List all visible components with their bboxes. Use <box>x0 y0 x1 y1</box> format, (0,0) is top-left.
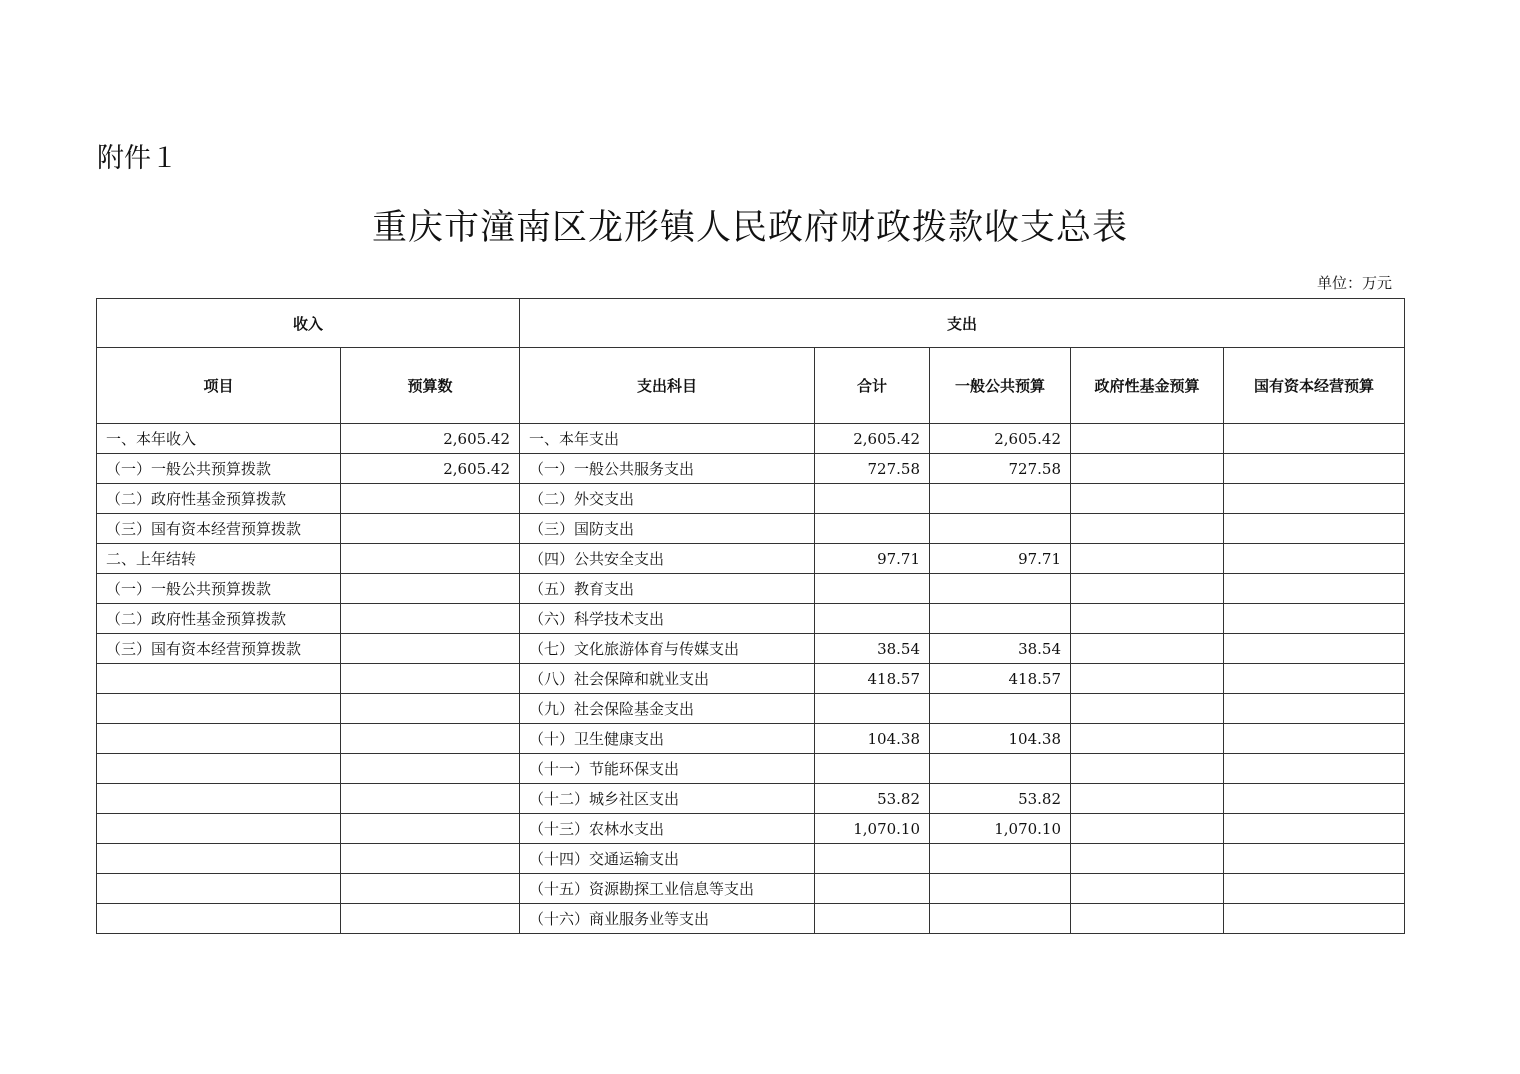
exp-item-cell: （一）一般公共服务支出 <box>520 454 815 484</box>
total-cell: 97.71 <box>815 544 930 574</box>
income-amount-cell <box>341 634 520 664</box>
exp-item-cell: （五）教育支出 <box>520 574 815 604</box>
gov-fund-cell <box>1071 694 1224 724</box>
income-item-cell <box>97 694 341 724</box>
table-row <box>97 664 1405 694</box>
income-amount-cell <box>341 724 520 754</box>
general-public-cell <box>930 754 1071 784</box>
table-row <box>97 634 1405 664</box>
income-item-cell: 二、上年结转 <box>97 544 341 574</box>
state-capital-cell <box>1224 814 1405 844</box>
total-cell <box>815 604 930 634</box>
gov-fund-cell <box>1071 724 1224 754</box>
total-cell: 727.58 <box>815 454 930 484</box>
total-cell <box>815 754 930 784</box>
header-row-group <box>97 299 1405 348</box>
income-amount-cell <box>341 694 520 724</box>
budget-table <box>96 298 1405 934</box>
gov-fund-cell <box>1071 664 1224 694</box>
total-header: 合计 <box>815 348 930 424</box>
total-cell: 2,605.42 <box>815 424 930 454</box>
exp-item-cell: （十五）资源勘探工业信息等支出 <box>520 874 815 904</box>
income-amount-cell: 2,605.42 <box>341 424 520 454</box>
exp-item-cell: （十二）城乡社区支出 <box>520 784 815 814</box>
general-public-cell <box>930 904 1071 934</box>
exp-item-cell: （十四）交通运输支出 <box>520 844 815 874</box>
gov-fund-cell <box>1071 454 1224 484</box>
table-row <box>97 514 1405 544</box>
general-public-cell <box>930 694 1071 724</box>
gov-fund-cell <box>1071 634 1224 664</box>
header-row-columns <box>97 348 1405 424</box>
general-public-cell <box>930 574 1071 604</box>
income-amount-cell <box>341 664 520 694</box>
total-cell <box>815 904 930 934</box>
exp-item-cell: （三）国防支出 <box>520 514 815 544</box>
gov-fund-cell <box>1071 424 1224 454</box>
gov-fund-header: 政府性基金预算 <box>1071 348 1224 424</box>
general-public-cell: 2,605.42 <box>930 424 1071 454</box>
budget-header: 预算数 <box>341 348 520 424</box>
table-row <box>97 604 1405 634</box>
exp-item-cell: （二）外交支出 <box>520 484 815 514</box>
unit-label: 单位：万元 <box>1316 274 1392 292</box>
exp-item-cell: （九）社会保险基金支出 <box>520 694 815 724</box>
table-row <box>97 424 1405 454</box>
item-header: 项目 <box>97 348 341 424</box>
income-item-cell: 一、本年收入 <box>97 424 341 454</box>
general-public-cell <box>930 484 1071 514</box>
state-capital-cell <box>1224 874 1405 904</box>
table-row <box>97 814 1405 844</box>
gov-fund-cell <box>1071 514 1224 544</box>
general-public-cell: 418.57 <box>930 664 1071 694</box>
exp-item-cell: （十三）农林水支出 <box>520 814 815 844</box>
exp-item-cell: （十一）节能环保支出 <box>520 754 815 784</box>
table-row <box>97 844 1405 874</box>
state-capital-cell <box>1224 634 1405 664</box>
income-item-cell <box>97 724 341 754</box>
total-cell <box>815 574 930 604</box>
income-item-cell <box>97 664 341 694</box>
state-capital-cell <box>1224 454 1405 484</box>
state-capital-cell <box>1224 844 1405 874</box>
income-item-cell <box>97 844 341 874</box>
exp-item-cell: （十）卫生健康支出 <box>520 724 815 754</box>
table-row <box>97 904 1405 934</box>
income-amount-cell: 2,605.42 <box>341 454 520 484</box>
gov-fund-cell <box>1071 874 1224 904</box>
income-amount-cell <box>341 814 520 844</box>
state-capital-cell <box>1224 484 1405 514</box>
page-title: 重庆市潼南区龙形镇人民政府财政拨款收支总表 <box>371 208 1128 248</box>
table-body <box>97 424 1405 934</box>
general-public-cell: 38.54 <box>930 634 1071 664</box>
exp-item-cell: （七）文化旅游体育与传媒支出 <box>520 634 815 664</box>
income-amount-cell <box>341 604 520 634</box>
table-row <box>97 754 1405 784</box>
state-capital-cell <box>1224 514 1405 544</box>
income-amount-cell <box>341 754 520 784</box>
general-public-header: 一般公共预算 <box>930 348 1071 424</box>
total-cell: 418.57 <box>815 664 930 694</box>
income-amount-cell <box>341 844 520 874</box>
state-capital-cell <box>1224 544 1405 574</box>
total-cell: 1,070.10 <box>815 814 930 844</box>
state-capital-cell <box>1224 574 1405 604</box>
general-public-cell: 1,070.10 <box>930 814 1071 844</box>
gov-fund-cell <box>1071 754 1224 784</box>
income-amount-cell <box>341 484 520 514</box>
general-public-cell: 97.71 <box>930 544 1071 574</box>
income-header: 收入 <box>97 299 520 348</box>
table-row <box>97 574 1405 604</box>
income-item-cell: （二）政府性基金预算拨款 <box>97 604 341 634</box>
income-amount-cell <box>341 904 520 934</box>
income-item-cell: （一）一般公共预算拨款 <box>97 574 341 604</box>
general-public-cell <box>930 874 1071 904</box>
state-capital-cell <box>1224 724 1405 754</box>
income-item-cell <box>97 874 341 904</box>
income-item-cell <box>97 784 341 814</box>
income-item-cell <box>97 754 341 784</box>
total-cell <box>815 694 930 724</box>
table-row <box>97 874 1405 904</box>
table-row <box>97 484 1405 514</box>
exp-item-cell: 一、本年支出 <box>520 424 815 454</box>
general-public-cell: 53.82 <box>930 784 1071 814</box>
attachment-label: 附件１ <box>97 143 178 174</box>
state-capital-header: 国有资本经营预算 <box>1224 348 1405 424</box>
table-row <box>97 544 1405 574</box>
exp-subject-header: 支出科目 <box>520 348 815 424</box>
gov-fund-cell <box>1071 904 1224 934</box>
total-cell <box>815 484 930 514</box>
gov-fund-cell <box>1071 484 1224 514</box>
gov-fund-cell <box>1071 844 1224 874</box>
gov-fund-cell <box>1071 814 1224 844</box>
income-amount-cell <box>341 514 520 544</box>
income-item-cell: （三）国有资本经营预算拨款 <box>97 514 341 544</box>
total-cell: 38.54 <box>815 634 930 664</box>
state-capital-cell <box>1224 664 1405 694</box>
total-cell <box>815 844 930 874</box>
general-public-cell <box>930 604 1071 634</box>
exp-item-cell: （六）科学技术支出 <box>520 604 815 634</box>
state-capital-cell <box>1224 784 1405 814</box>
state-capital-cell <box>1224 904 1405 934</box>
table-row <box>97 694 1405 724</box>
income-item-cell: （一）一般公共预算拨款 <box>97 454 341 484</box>
income-amount-cell <box>341 784 520 814</box>
expenditure-header: 支出 <box>520 299 1405 348</box>
income-item-cell: （二）政府性基金预算拨款 <box>97 484 341 514</box>
general-public-cell <box>930 844 1071 874</box>
total-cell <box>815 514 930 544</box>
total-cell: 104.38 <box>815 724 930 754</box>
table-row <box>97 454 1405 484</box>
state-capital-cell <box>1224 604 1405 634</box>
total-cell <box>815 874 930 904</box>
table-row <box>97 724 1405 754</box>
income-item-cell <box>97 904 341 934</box>
exp-item-cell: （四）公共安全支出 <box>520 544 815 574</box>
exp-item-cell: （十六）商业服务业等支出 <box>520 904 815 934</box>
general-public-cell: 104.38 <box>930 724 1071 754</box>
income-item-cell: （三）国有资本经营预算拨款 <box>97 634 341 664</box>
state-capital-cell <box>1224 754 1405 784</box>
income-amount-cell <box>341 544 520 574</box>
general-public-cell: 727.58 <box>930 454 1071 484</box>
gov-fund-cell <box>1071 784 1224 814</box>
table-row <box>97 784 1405 814</box>
income-amount-cell <box>341 874 520 904</box>
exp-item-cell: （八）社会保障和就业支出 <box>520 664 815 694</box>
income-item-cell <box>97 814 341 844</box>
general-public-cell <box>930 514 1071 544</box>
gov-fund-cell <box>1071 604 1224 634</box>
total-cell: 53.82 <box>815 784 930 814</box>
state-capital-cell <box>1224 694 1405 724</box>
state-capital-cell <box>1224 424 1405 454</box>
gov-fund-cell <box>1071 574 1224 604</box>
income-amount-cell <box>341 574 520 604</box>
gov-fund-cell <box>1071 544 1224 574</box>
